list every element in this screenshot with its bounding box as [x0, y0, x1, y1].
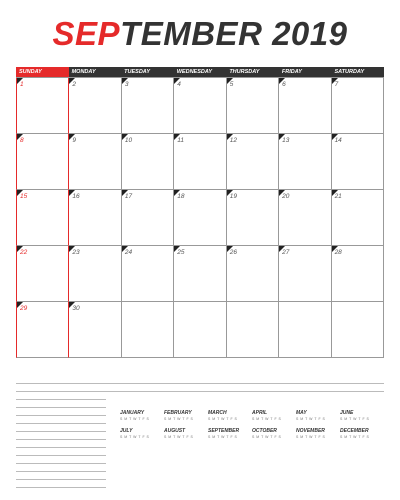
day-cell — [16, 246, 69, 302]
mini-month-name: FEBRUARY — [164, 410, 192, 416]
day-number: 14 — [334, 137, 342, 144]
mini-month-name: MARCH — [208, 410, 227, 416]
day-number: 29 — [20, 305, 28, 312]
note-line — [16, 376, 384, 384]
day-number: 5 — [229, 81, 234, 88]
mini-month-name: OCTOBER — [252, 428, 277, 434]
day-number: 3 — [124, 81, 129, 88]
day-cell — [332, 78, 384, 134]
day-number: 13 — [282, 137, 290, 144]
title-accent: SEP — [52, 15, 121, 52]
corner-tab-icon — [17, 78, 23, 84]
weekday-monday: MONDAY — [69, 67, 122, 77]
day-number: 21 — [334, 193, 342, 200]
mini-month-august — [164, 428, 208, 440]
mini-month-weekdays: S M T W T F S — [120, 417, 150, 421]
note-line — [16, 448, 106, 456]
day-number: 25 — [177, 249, 185, 256]
corner-tab-icon — [69, 190, 75, 196]
mini-month-may — [296, 410, 340, 422]
weekday-wednesday: WEDNESDAY — [174, 67, 227, 77]
mini-month-january — [120, 410, 164, 422]
note-line — [16, 392, 106, 400]
corner-tab-icon — [174, 190, 180, 196]
day-cell — [16, 302, 69, 358]
day-number: 19 — [229, 193, 237, 200]
day-cell-empty — [174, 302, 226, 358]
corner-tab-icon — [17, 190, 23, 196]
day-cell — [16, 78, 69, 134]
corner-tab-icon — [69, 302, 75, 308]
month-calendar — [16, 67, 384, 358]
day-number: 6 — [282, 81, 286, 88]
weekday-sunday: SUNDAY — [16, 67, 69, 77]
day-number: 15 — [20, 193, 28, 200]
corner-tab-icon — [279, 246, 285, 252]
mini-month-weekdays: S M T W T F S — [164, 435, 194, 439]
corner-tab-icon — [332, 78, 338, 84]
mini-month-weekdays: S M T W T F S — [164, 417, 194, 421]
corner-tab-icon — [227, 134, 233, 140]
mini-month-name: DECEMBER — [340, 428, 369, 434]
corner-tab-icon — [227, 78, 233, 84]
day-number: 24 — [124, 249, 133, 256]
mini-month-september — [208, 428, 252, 440]
day-number: 28 — [334, 249, 342, 256]
mini-month-weekdays: S M T W T F S — [296, 417, 326, 421]
day-cell — [279, 78, 331, 134]
mini-month-weekdays: S M T W T F S — [208, 435, 238, 439]
mini-month-weekdays: S M T W T F S — [340, 417, 370, 421]
corner-tab-icon — [69, 246, 75, 252]
day-cell — [227, 134, 279, 190]
mini-month-name: JUNE — [340, 410, 354, 416]
day-number: 2 — [72, 81, 77, 88]
note-line — [16, 480, 106, 488]
note-line — [16, 440, 106, 448]
day-cell — [174, 246, 226, 302]
note-line — [16, 424, 106, 432]
weekday-saturday: SATURDAY — [331, 67, 384, 77]
mini-month-october — [252, 428, 296, 440]
day-cell — [122, 134, 174, 190]
corner-tab-icon — [332, 134, 338, 140]
day-cell — [332, 134, 384, 190]
mini-month-name: NOVEMBER — [296, 428, 325, 434]
day-cell — [227, 246, 279, 302]
day-cell — [122, 190, 174, 246]
mini-month-name: JULY — [120, 428, 133, 434]
mini-month-name: MAY — [296, 410, 307, 416]
mini-month-july — [120, 428, 164, 440]
day-number: 1 — [20, 81, 24, 88]
note-line — [16, 472, 106, 480]
mini-month-april — [252, 410, 296, 422]
corner-tab-icon — [227, 246, 233, 252]
corner-tab-icon — [17, 134, 23, 140]
day-cell-empty — [122, 302, 174, 358]
day-cell — [332, 246, 384, 302]
note-line — [16, 384, 384, 392]
day-grid — [16, 77, 384, 358]
title-rest: TEMBER 2019 — [120, 15, 348, 52]
day-number: 26 — [229, 249, 237, 256]
day-number: 30 — [72, 305, 80, 312]
day-number: 7 — [334, 81, 339, 88]
day-cell — [16, 190, 69, 246]
day-number: 4 — [177, 81, 181, 88]
day-number: 23 — [72, 249, 80, 256]
note-line — [16, 432, 106, 440]
corner-tab-icon — [332, 246, 338, 252]
day-cell-empty — [279, 302, 331, 358]
day-cell — [227, 190, 279, 246]
mini-month-name: APRIL — [252, 410, 267, 416]
day-cell — [174, 190, 226, 246]
corner-tab-icon — [17, 246, 23, 252]
day-cell — [279, 190, 331, 246]
day-number: 9 — [72, 137, 77, 144]
day-cell — [122, 78, 174, 134]
day-cell — [174, 78, 226, 134]
day-cell — [69, 246, 121, 302]
weekday-header — [16, 67, 384, 77]
corner-tab-icon — [17, 302, 23, 308]
day-cell — [279, 246, 331, 302]
day-number: 16 — [72, 193, 80, 200]
weekday-tuesday: TUESDAY — [121, 67, 174, 77]
mini-month-november — [296, 428, 340, 440]
note-line — [16, 408, 106, 416]
day-cell — [279, 134, 331, 190]
day-number: 17 — [124, 193, 133, 200]
corner-tab-icon — [332, 190, 338, 196]
day-cell — [227, 78, 279, 134]
day-cell — [174, 134, 226, 190]
day-cell — [122, 246, 174, 302]
weekday-thursday: THURSDAY — [226, 67, 279, 77]
mini-month-february — [164, 410, 208, 422]
mini-month-weekdays: S M T W T F S — [340, 435, 370, 439]
corner-tab-icon — [122, 246, 128, 252]
corner-tab-icon — [174, 134, 180, 140]
corner-tab-icon — [69, 134, 75, 140]
corner-tab-icon — [174, 246, 180, 252]
corner-tab-icon — [122, 190, 128, 196]
corner-tab-icon — [174, 78, 180, 84]
mini-month-name: SEPTEMBER — [208, 428, 240, 434]
day-number: 18 — [177, 193, 185, 200]
day-cell — [69, 78, 121, 134]
corner-tab-icon — [279, 78, 285, 84]
mini-month-name: JANUARY — [120, 410, 145, 416]
day-number: 27 — [282, 249, 290, 256]
mini-month-june — [340, 410, 384, 422]
note-line — [16, 400, 106, 408]
day-cell-empty — [332, 302, 384, 358]
day-cell — [332, 190, 384, 246]
weekday-friday: FRIDAY — [279, 67, 332, 77]
page-title — [0, 14, 400, 54]
mini-month-name: AUGUST — [164, 428, 186, 434]
note-line — [16, 464, 106, 472]
corner-tab-icon — [122, 78, 128, 84]
mini-month-march — [208, 410, 252, 422]
day-number: 8 — [20, 137, 24, 144]
day-number: 11 — [177, 137, 185, 144]
corner-tab-icon — [279, 190, 285, 196]
corner-tab-icon — [69, 78, 75, 84]
day-cell-empty — [227, 302, 279, 358]
year-overview — [120, 410, 384, 440]
corner-tab-icon — [122, 134, 128, 140]
corner-tab-icon — [279, 134, 285, 140]
mini-month-weekdays: S M T W T F S — [252, 435, 282, 439]
mini-month-weekdays: S M T W T F S — [208, 417, 238, 421]
day-cell — [69, 190, 121, 246]
day-number: 12 — [229, 137, 237, 144]
corner-tab-icon — [227, 190, 233, 196]
day-cell — [16, 134, 69, 190]
day-number: 10 — [124, 137, 133, 144]
note-line — [16, 416, 106, 424]
mini-month-weekdays: S M T W T F S — [252, 417, 282, 421]
mini-month-december — [340, 428, 384, 440]
day-cell — [69, 134, 121, 190]
mini-month-weekdays: S M T W T F S — [296, 435, 326, 439]
mini-month-weekdays: S M T W T F S — [120, 435, 150, 439]
day-number: 22 — [20, 249, 28, 256]
day-cell — [69, 302, 121, 358]
day-number: 20 — [282, 193, 290, 200]
note-line — [16, 456, 106, 464]
